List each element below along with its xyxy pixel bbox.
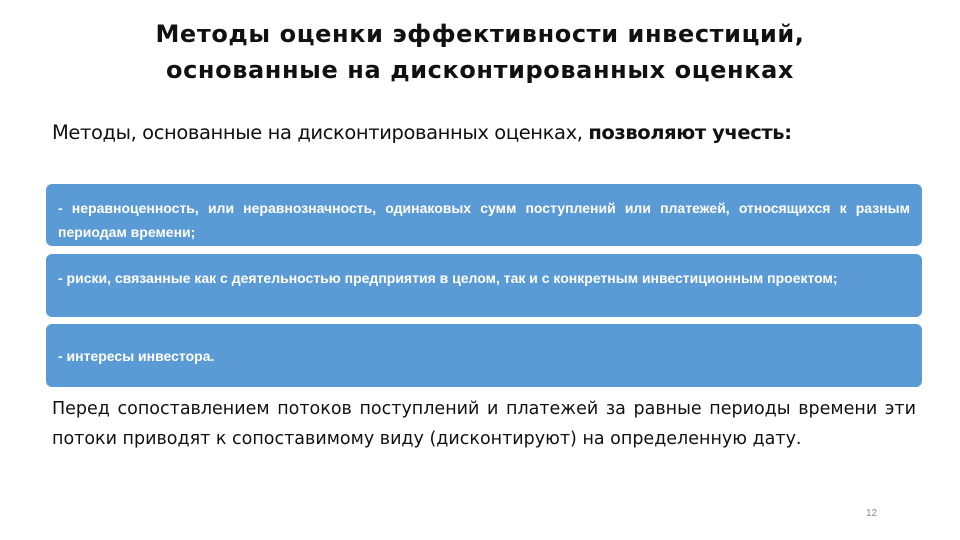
page-number: 12 bbox=[866, 508, 878, 519]
slide-title bbox=[60, 16, 900, 88]
slide-title-line-1: Методы оценки эффективности инвестиций, bbox=[155, 20, 805, 48]
intro-paragraph bbox=[52, 118, 922, 148]
bullet-box-1 bbox=[46, 184, 922, 246]
intro-bold-text: позволяют учесть: bbox=[588, 121, 792, 144]
slide-title-line-2: основанные на дисконтированных оценках bbox=[166, 56, 794, 84]
intro-text: Методы, основанные на дисконтированных оценках, bbox=[52, 121, 583, 144]
bullet-text-3: - интересы инвестора. bbox=[58, 348, 215, 364]
bullet-box-3 bbox=[46, 324, 922, 387]
bullet-text-2: - риски, связанные как с деятельностью предприятия в целом, так и с конкретным инвестиционным проектом; bbox=[58, 270, 838, 286]
bullet-text-1: - неравноценность, или неравнозначность, одинаковых сумм поступлений или платежей, относящихся к разным периодам времени; bbox=[58, 200, 910, 240]
bullet-box-2 bbox=[46, 254, 922, 317]
outro-paragraph: Перед сопоставлением потоков поступлений и платежей за равные периоды времени эти потоки приводят к сопоставимому виду (дисконтируют) на определенную дату. bbox=[52, 399, 916, 449]
